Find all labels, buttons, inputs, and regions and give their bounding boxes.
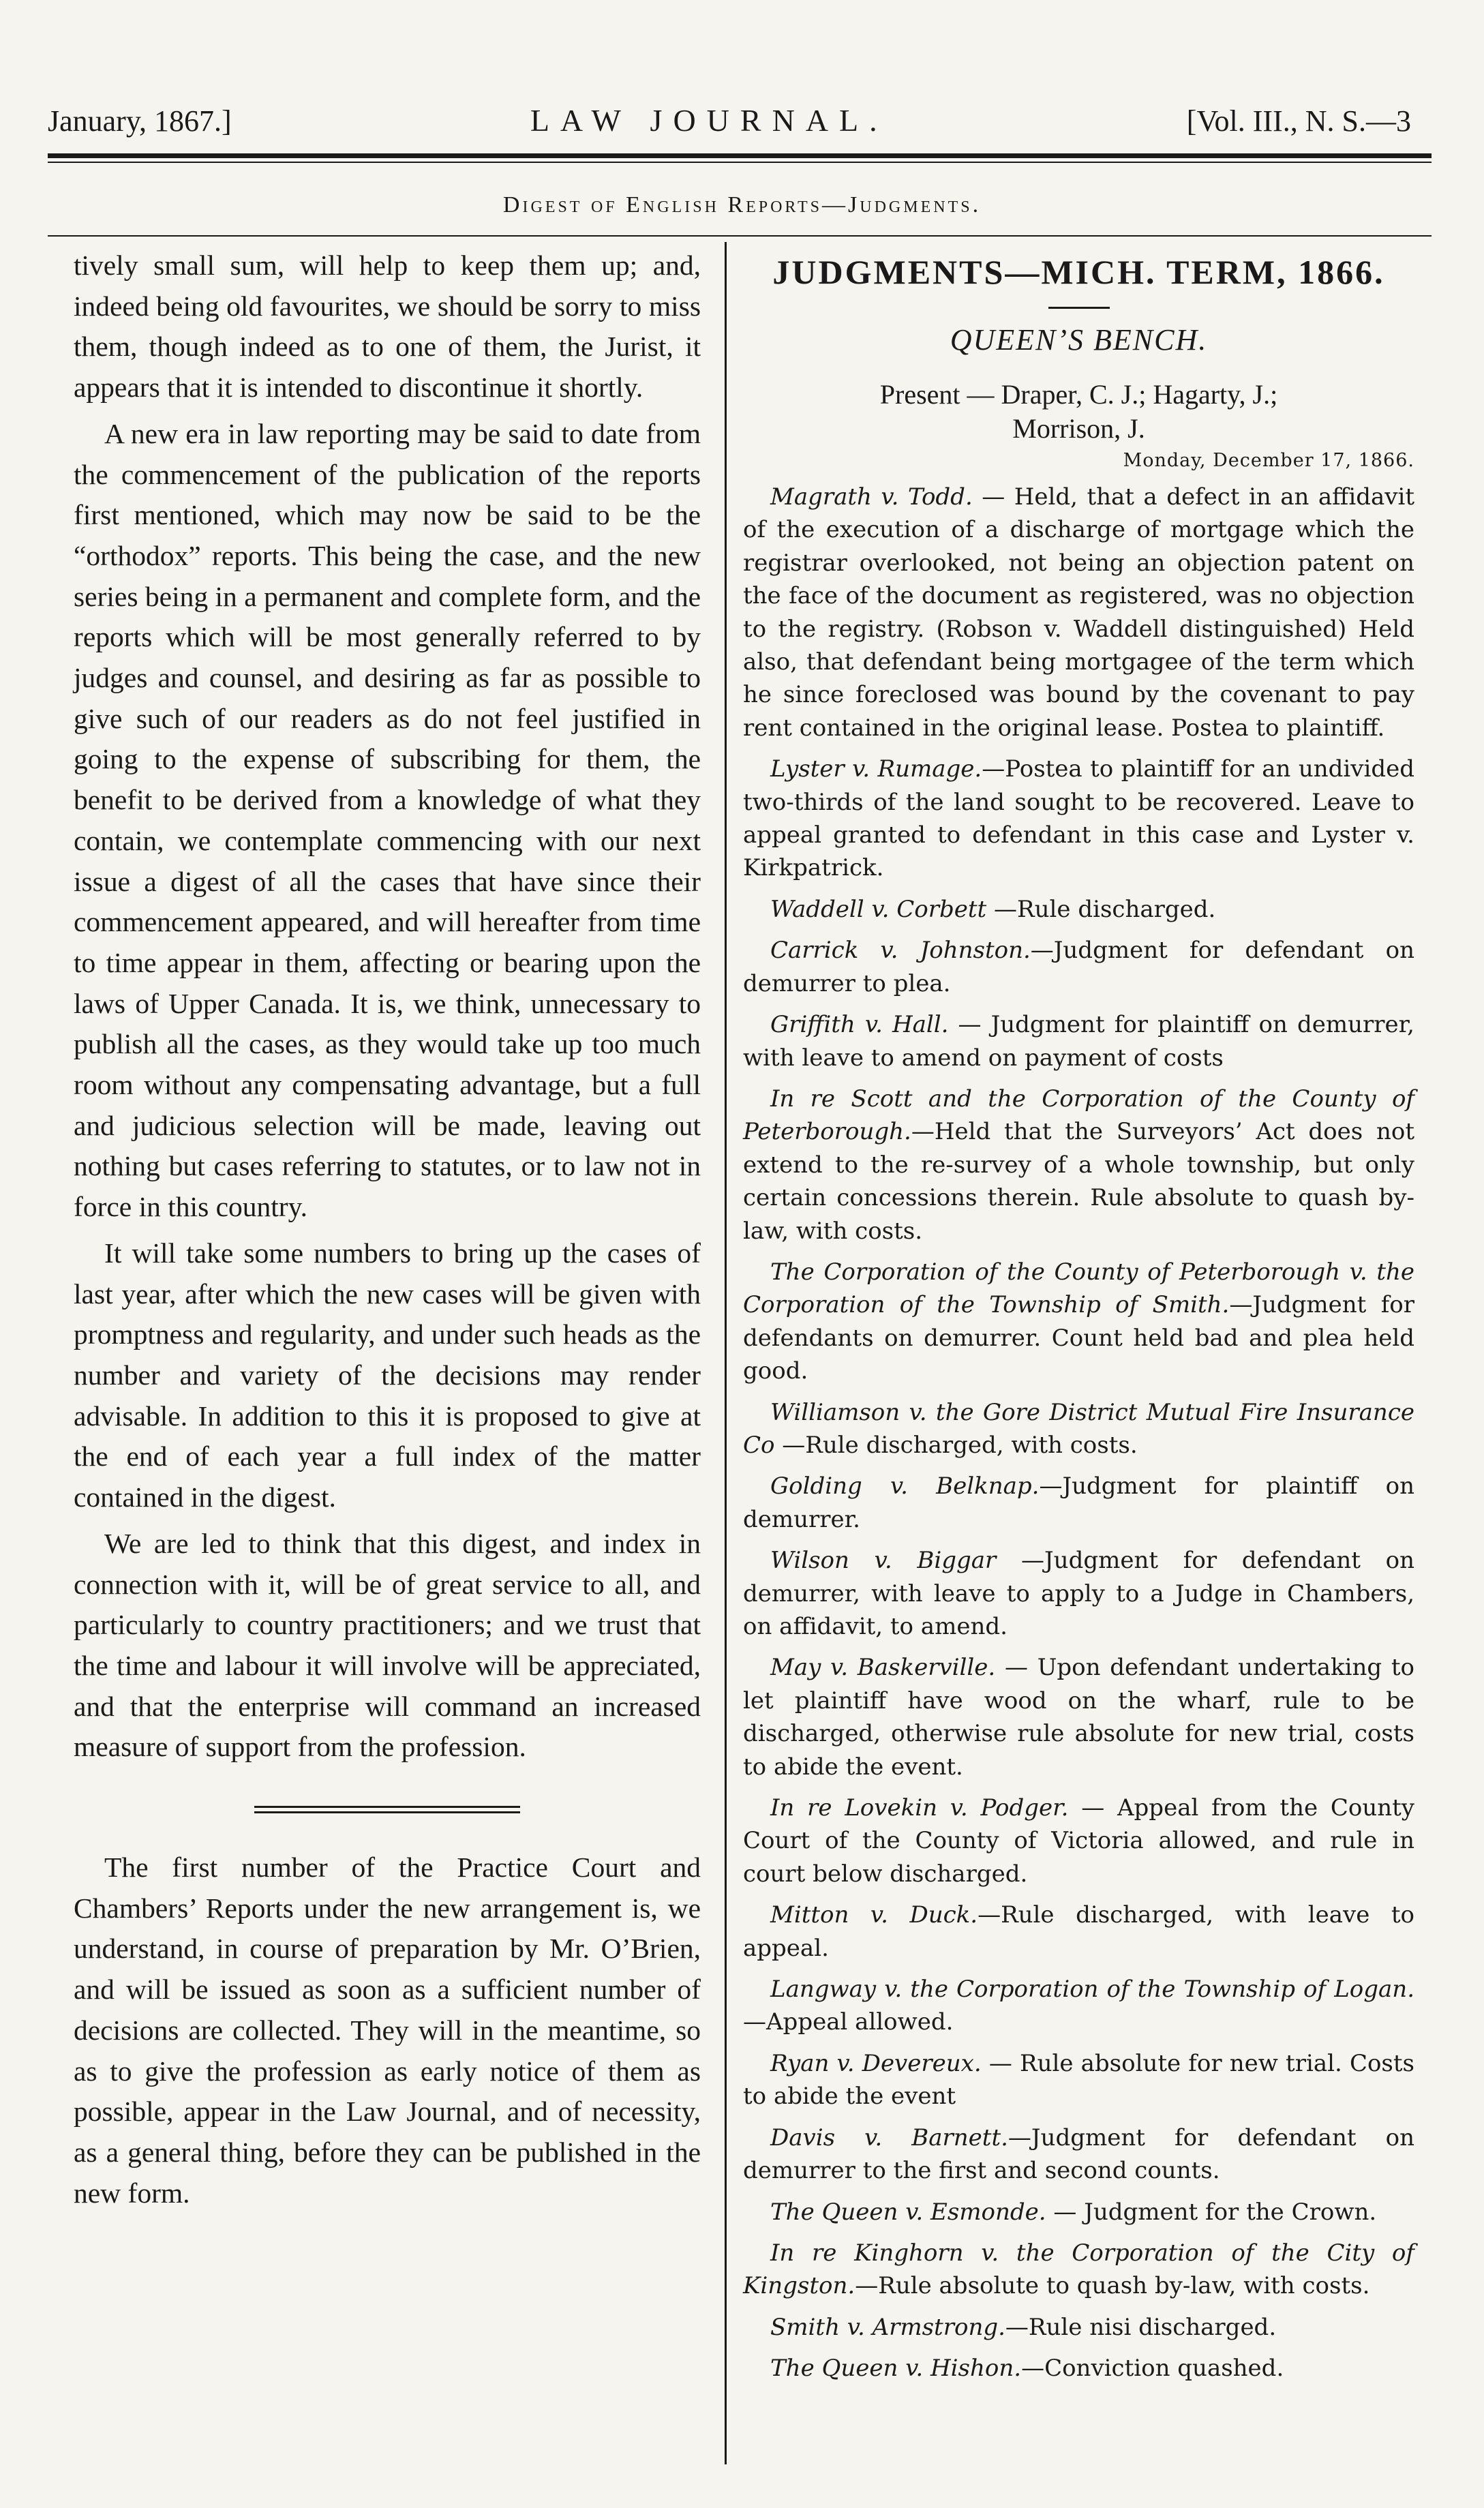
case-name: Magrath v. Todd. xyxy=(770,483,973,511)
case-name: Wilson v. Biggar xyxy=(770,1547,997,1575)
case-entry xyxy=(743,1396,1414,1462)
case-entry xyxy=(743,2047,1414,2113)
left-paragraph: We are led to think that this digest, and index in connection with it, will be of great service to all, and particularly to country practitioners; and we trust that the time and labour it will involve will be appreciated, and that the enterprise will command an increased measure of support from the profession. xyxy=(74,1527,701,1763)
present-judges-line1: Present — Draper, C. J.; Hagarty, J.; xyxy=(879,379,1278,410)
left-paragraph: tively small sum, will help to keep them up; and, indeed being old favourites, we should be sorry to miss them, though indeed as to one of them, the Jurist, it appears that it is intended to discontinue it shortly. xyxy=(74,250,701,404)
case-holding: —Rule absolute to quash by-law, with costs. xyxy=(855,2272,1370,2300)
case-holding: —Rule discharged, with costs. xyxy=(774,1431,1138,1459)
volume-number: [Vol. III., N. S.—3 xyxy=(1186,104,1411,138)
case-holding: —Appeal allowed. xyxy=(743,2008,954,2036)
case-holding: —Judgment for defendant on demurrer to the first and second counts. xyxy=(743,2124,1414,2185)
case-holding: — Judgment for plaintiff on demurrer, with leave to amend on payment of costs xyxy=(743,1011,1414,1072)
case-holding: —Postea to plaintiff for an undivided two-thirds of the land sought to be recovered. Leave to appeal granted to defendant in this case and Lyster v. Kirkpatrick. xyxy=(743,755,1414,882)
case-name: Ryan v. Devereux. xyxy=(770,2049,982,2077)
case-name: In re Scott and the Corporation of the County of Peterborough. xyxy=(743,1085,1414,1146)
case-entry xyxy=(743,2121,1414,2188)
case-name: Lyster v. Rumage. xyxy=(770,755,982,783)
case-name: In re Lovekin v. Podger. xyxy=(770,1794,1069,1822)
header-thick-rule xyxy=(48,153,1432,158)
case-holding: —Rule discharged, with leave to appeal. xyxy=(743,1901,1414,1962)
case-holding: —Conviction quashed. xyxy=(1021,2355,1284,2383)
case-entry xyxy=(743,2237,1414,2303)
case-entry xyxy=(743,2311,1414,2344)
case-holding: —Judgment for plaintiff on demurrer. xyxy=(743,1472,1414,1533)
case-entry xyxy=(743,1083,1414,1248)
header-thin-rule xyxy=(48,162,1432,163)
case-entry xyxy=(743,481,1414,744)
case-name: May v. Baskerville. xyxy=(770,1654,996,1682)
case-name: Griffith v. Hall. xyxy=(770,1011,949,1039)
section-title: Digest of English Reports—Judgments. xyxy=(502,192,982,217)
case-holding: — Appeal from the County Court of the County of Victoria allowed, and rule in court below discharged. xyxy=(743,1794,1415,1888)
present-judges-line2: Morrison, J. xyxy=(1012,413,1145,444)
left-column xyxy=(74,245,701,2219)
case-name: The Corporation of the County of Peterborough v. the Corporation of the Township of Smith. xyxy=(743,1258,1414,1319)
title-rule xyxy=(1048,307,1110,309)
case-entry xyxy=(743,753,1414,885)
running-head xyxy=(48,102,1411,138)
left-paragraph: The first number of the Practice Court and Chambers’ Reports under the new arrangement is, we understand, in course of preparation by Mr. O’Brien, and will be issued as soon as a sufficient number of decisions are collected. They will in the meantime, so as to give the profession as early notice of them as possible, appear in the Law Journal, and of necessity, as a general thing, before they can be published in the new form. xyxy=(74,1852,701,2209)
case-holding: —Held that the Surveyors’ Act does not extend to the re-survey of a whole township, but only certain concessions therein. Rule absolute to quash by-law, with costs. xyxy=(743,1118,1414,1245)
case-entry xyxy=(743,2196,1414,2229)
double-rule-divider xyxy=(254,1806,520,1813)
court-name: QUEEN’S BENCH. xyxy=(950,323,1208,357)
case-entry xyxy=(743,2352,1414,2385)
sitting-date: Monday, December 17, 1866. xyxy=(1123,450,1414,471)
case-entry xyxy=(743,1973,1414,2039)
case-entry xyxy=(743,893,1414,926)
judgments-title: JUDGMENTS—MICH. TERM, 1866. xyxy=(772,253,1385,291)
section-rule xyxy=(48,235,1432,237)
right-column xyxy=(743,252,1414,2393)
case-name: The Queen v. Hishon. xyxy=(770,2355,1022,2383)
case-holding: —Rule nisi discharged. xyxy=(1005,2313,1277,2341)
left-paragraph: It will take some numbers to bring up the cases of last year, after which the new cases will be given with promptness and regularity, and under such heads as the number and variety of the decisions may render advisable. In addition to this it is proposed to give at the end of each year a full index of the matter contained in the digest. xyxy=(74,1237,701,1513)
case-name: Carrick v. Johnston. xyxy=(770,937,1031,965)
case-holding: —Rule discharged. xyxy=(986,895,1216,923)
case-name: Waddell v. Corbett xyxy=(770,895,987,923)
case-holding: — Rule absolute for new trial. Costs to abide the event xyxy=(743,2049,1414,2111)
issue-date: January, 1867.] xyxy=(48,104,232,138)
case-entry xyxy=(743,1544,1414,1643)
case-name: Davis v. Barnett. xyxy=(770,2124,1008,2151)
journal-title: LAW JOURNAL. xyxy=(530,103,888,138)
case-entry xyxy=(743,1470,1414,1536)
case-name: Langway v. the Corporation of the Township of Logan. xyxy=(770,1976,1414,2004)
case-name: The Queen v. Esmonde. xyxy=(770,2198,1046,2226)
left-paragraph: A new era in law reporting may be said to date from the commencement of the publication of the reports first mentioned, which may now be said to be the “orthodox” reports. This being the case, and the new series being in a permanent and complete form, and the reports which will be most generally referred to by judges and counsel, and desiring as far as possible to give such of our readers as do not feel justified in going to the expense of subscribing for them, the benefit to be derived from a knowledge of what they contain, we contemplate commencing with our next issue a digest of all the cases that have since their commencement appeared, and will hereafter from time to time appear in them, affecting or bearing upon the laws of Upper Canada. It is, we think, unnecessary to publish all the cases, as they would take up too much room without any compensating advantage, but a full and judicious selection will be made, leaving out nothing but cases referring to statutes, or to law not in force in this country. xyxy=(74,417,701,1223)
column-divider xyxy=(725,242,727,2464)
case-holding: — Held, that a defect in an affidavit of the execution of a discharge of mortgage which the registrar overlooked, not being an objection patent on the face of the document as registered, was no objection to the registry. (Robson v. Waddell distinguished) Held also, that defendant being mortgagee of the term which he since foreclosed was bound by the covenant to pay rent contained in the original lease. Postea to plaintiff. xyxy=(743,483,1414,742)
case-holding: — Judgment for the Crown. xyxy=(1046,2198,1377,2226)
case-holding: —Judgment for defendants on demurrer. Count held bad and plea held good. xyxy=(743,1291,1415,1385)
case-entry xyxy=(743,1651,1414,1783)
case-name: In re Kinghorn v. the Corporation of the City of Kingston. xyxy=(743,2239,1414,2300)
case-entry xyxy=(743,1256,1414,1388)
case-entry xyxy=(743,1899,1414,1965)
case-name: Mitton v. Duck. xyxy=(770,1901,978,1929)
case-name: Golding v. Belknap. xyxy=(770,1472,1040,1500)
case-entry xyxy=(743,1008,1414,1074)
case-holding: —Judgment for defendant on demurrer, with leave to apply to a Judge in Chambers, on affidavit, to amend. xyxy=(743,1547,1415,1640)
case-name: Williamson v. the Gore District Mutual Fire Insurance Co xyxy=(743,1398,1414,1459)
case-name: Smith v. Armstrong. xyxy=(770,2313,1005,2341)
case-entry xyxy=(743,934,1414,1000)
case-list xyxy=(743,481,1414,2385)
case-holding: —Judgment for defendant on demurrer to plea. xyxy=(743,937,1414,997)
case-holding: — Upon defendant undertaking to let plaintiff have wood on the wharf, rule to be discharged, otherwise rule absolute for new trial, costs to abide the event. xyxy=(743,1654,1415,1781)
case-entry xyxy=(743,1792,1414,1890)
